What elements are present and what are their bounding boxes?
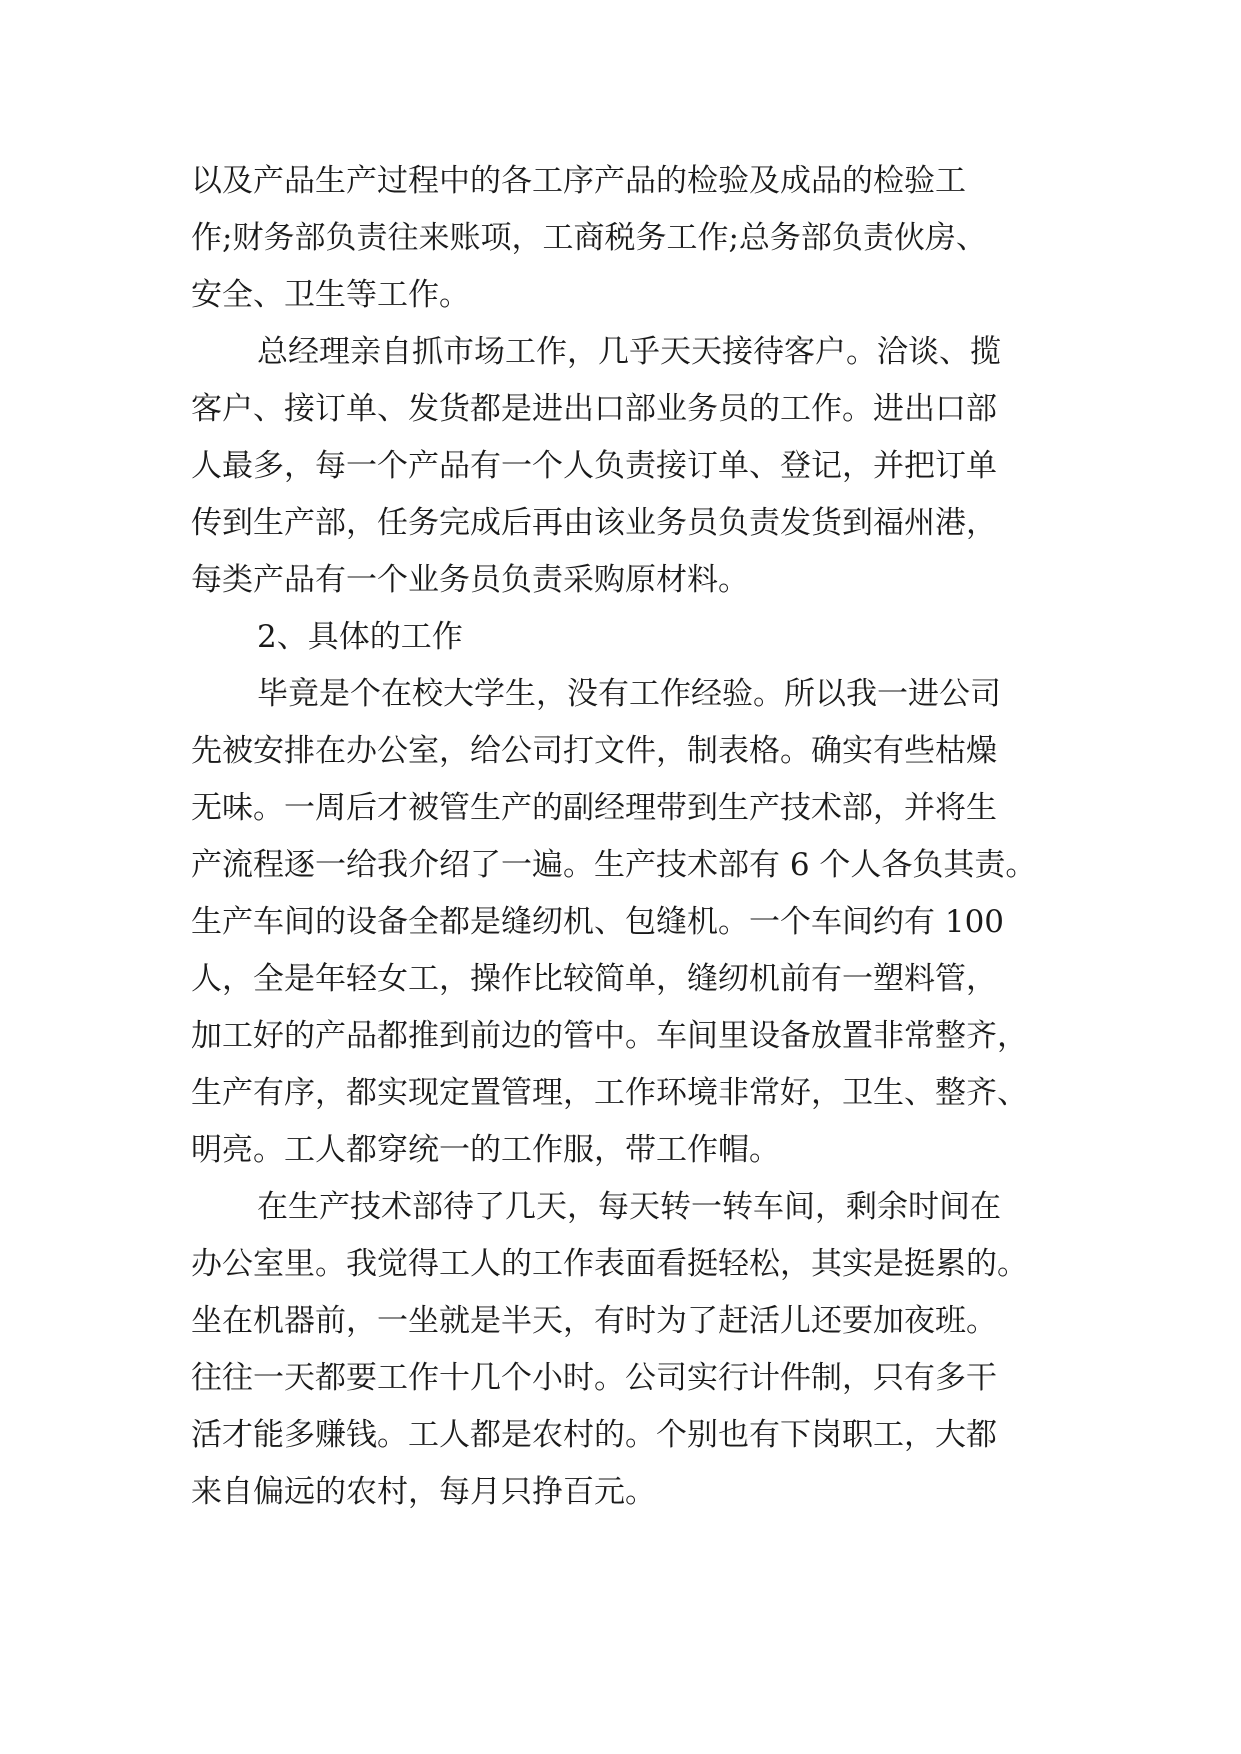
text-line: 人，全是年轻女工，操作比较简单，缝纫机前有一塑料管，	[191, 961, 997, 997]
text-line: 办公室里。我觉得工人的工作表面看挺轻松，其实是挺累的。	[191, 1246, 1028, 1282]
paragraph-first-line: 毕竟是个在校大学生，没有工作经验。所以我一进公司	[257, 676, 1001, 712]
body-text	[191, 153, 1071, 1521]
text-line: 生产车间的设备全都是缝纫机、包缝机。一个车间约有 100	[191, 904, 1005, 940]
text-line: 传到生产部，任务完成后再由该业务员负责发货到福州港，	[191, 505, 997, 541]
text-line: 加工好的产品都推到前边的管中。车间里设备放置非常整齐，	[191, 1018, 1028, 1054]
text-line: 往往一天都要工作十几个小时。公司实行计件制，只有多干	[191, 1360, 997, 1396]
text-line: 人最多，每一个产品有一个人负责接订单、登记，并把订单	[191, 448, 997, 484]
paragraph-first-line: 总经理亲自抓市场工作，几乎天天接待客户。洽谈、揽	[257, 334, 1001, 370]
text-line: 安全、卫生等工作。	[191, 277, 470, 313]
paragraph-first-line: 在生产技术部待了几天，每天转一转车间，剩余时间在	[257, 1189, 1001, 1225]
section-heading: 2、具体的工作	[257, 619, 463, 655]
text-line: 客户、接订单、发货都是进出口部业务员的工作。进出口部	[191, 391, 997, 427]
text-line: 以及产品生产过程中的各工序产品的检验及成品的检验工	[191, 163, 966, 199]
text-line: 来自偏远的农村，每月只挣百元。	[191, 1474, 656, 1510]
text-line: 坐在机器前，一坐就是半天，有时为了赶活儿还要加夜班。	[191, 1303, 997, 1339]
text-line: 作;财务部负责往来账项，工商税务工作;总务部负责伙房、	[191, 220, 987, 256]
text-line: 活才能多赚钱。工人都是农村的。个别也有下岗职工，大都	[191, 1417, 997, 1453]
text-line: 每类产品有一个业务员负责采购原材料。	[191, 562, 749, 598]
text-line: 无味。一周后才被管生产的副经理带到生产技术部，并将生	[191, 790, 997, 826]
text-line: 生产有序，都实现定置管理，工作环境非常好，卫生、整齐、	[191, 1075, 1028, 1111]
text-line: 明亮。工人都穿统一的工作服，带工作帽。	[191, 1132, 780, 1168]
text-line: 先被安排在办公室，给公司打文件，制表格。确实有些枯燥	[191, 733, 997, 769]
text-line: 产流程逐一给我介绍了一遍。生产技术部有 6 个人各负其责。	[191, 847, 1037, 883]
